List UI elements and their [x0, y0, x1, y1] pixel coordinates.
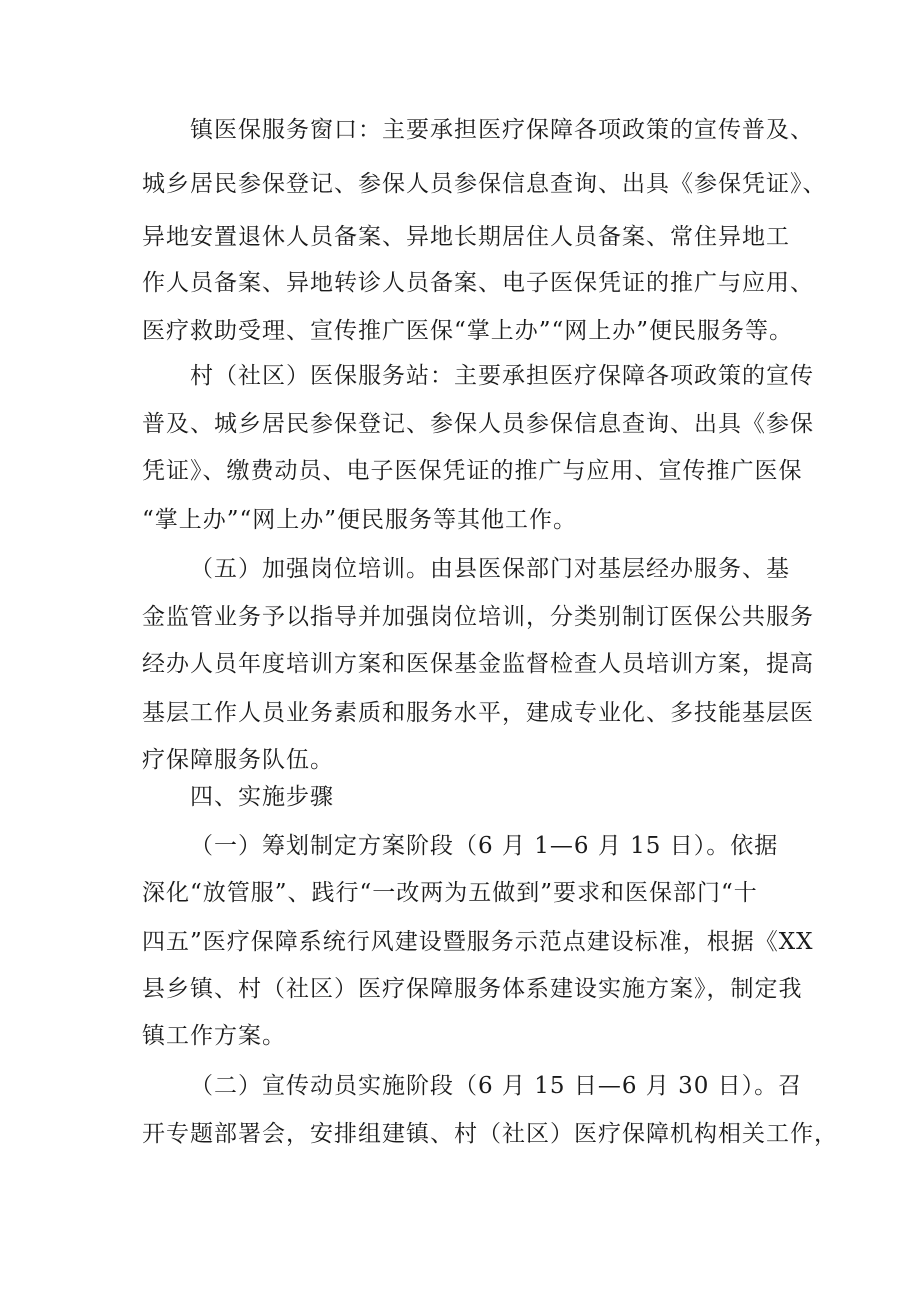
paragraph-mobilization-stage-line-2: 开专题部署会，安排组建镇、村（社区）医疗保障机构相关工作， — [142, 1121, 838, 1147]
paragraph-village-service-station-line-2: 普及、城乡居民参保登记、参保人员参保信息查询、出具《参保 — [142, 411, 814, 437]
paragraph-mobilization-stage-line-1: （二）宣传动员实施阶段（6 月 15 日—6 月 30 日）。召 — [190, 1073, 803, 1099]
paragraph-village-service-station-line-3: 凭证》、缴费动员、电子医保凭证的推广与应用、宣传推广医保 — [142, 458, 803, 484]
paragraph-job-training-line-3: 经办人员年度培训方案和医保基金监督检查人员培训方案，提高 — [142, 651, 814, 677]
paragraph-job-training-line-4: 基层工作人员业务素质和服务水平，建成专业化、多技能基层医 — [142, 700, 814, 726]
paragraph-town-service-window-line-5: 医疗救助受理、宣传推广医保“掌上办”“网上办”便民服务等。 — [142, 318, 794, 344]
paragraph-job-training-line-1: （五）加强岗位培训。由县医保部门对基层经办服务、基 — [190, 556, 790, 582]
paragraph-town-service-window-line-1: 镇医保服务窗口：主要承担医疗保障各项政策的宣传普及、 — [190, 117, 814, 143]
paragraph-planning-stage-line-3: 四五”医疗保障系统行风建设暨服务示范点建设标准，根据《XX — [142, 929, 814, 955]
paragraph-town-service-window-line-4: 作人员备案、异地转诊人员备案、电子医保凭证的推广与应用、 — [142, 270, 814, 296]
paragraph-village-service-station-line-1: 村（社区）医保服务站：主要承担医疗保障各项政策的宣传 — [190, 363, 814, 389]
paragraph-village-service-station-line-4: “掌上办”“网上办”便民服务等其他工作。 — [142, 507, 578, 533]
paragraph-job-training-line-5: 疗保障服务队伍。 — [142, 747, 334, 773]
paragraph-planning-stage-line-5: 镇工作方案。 — [142, 1023, 286, 1049]
paragraph-job-training-line-2: 金监管业务予以指导并加强岗位培训，分类别制订医保公共服务 — [142, 604, 814, 630]
paragraph-town-service-window-line-2: 城乡居民参保登记、参保人员参保信息查询、出具《参保凭证》、 — [142, 171, 827, 197]
paragraph-town-service-window-line-3: 异地安置退休人员备案、异地长期居住人员备案、常住异地工 — [142, 224, 790, 250]
paragraph-planning-stage-line-2: 深化“放管服”、践行“一改两为五做到”要求和医保部门“十 — [142, 880, 758, 906]
paragraph-planning-stage-line-1: （一）筹划制定方案阶段（6 月 1—6 月 15 日）。依据 — [190, 833, 779, 859]
section-heading-implementation-steps: 四、实施步骤 — [190, 784, 334, 810]
paragraph-planning-stage-line-4: 县乡镇、村（社区）医疗保障服务体系建设实施方案》，制定我 — [142, 976, 803, 1002]
